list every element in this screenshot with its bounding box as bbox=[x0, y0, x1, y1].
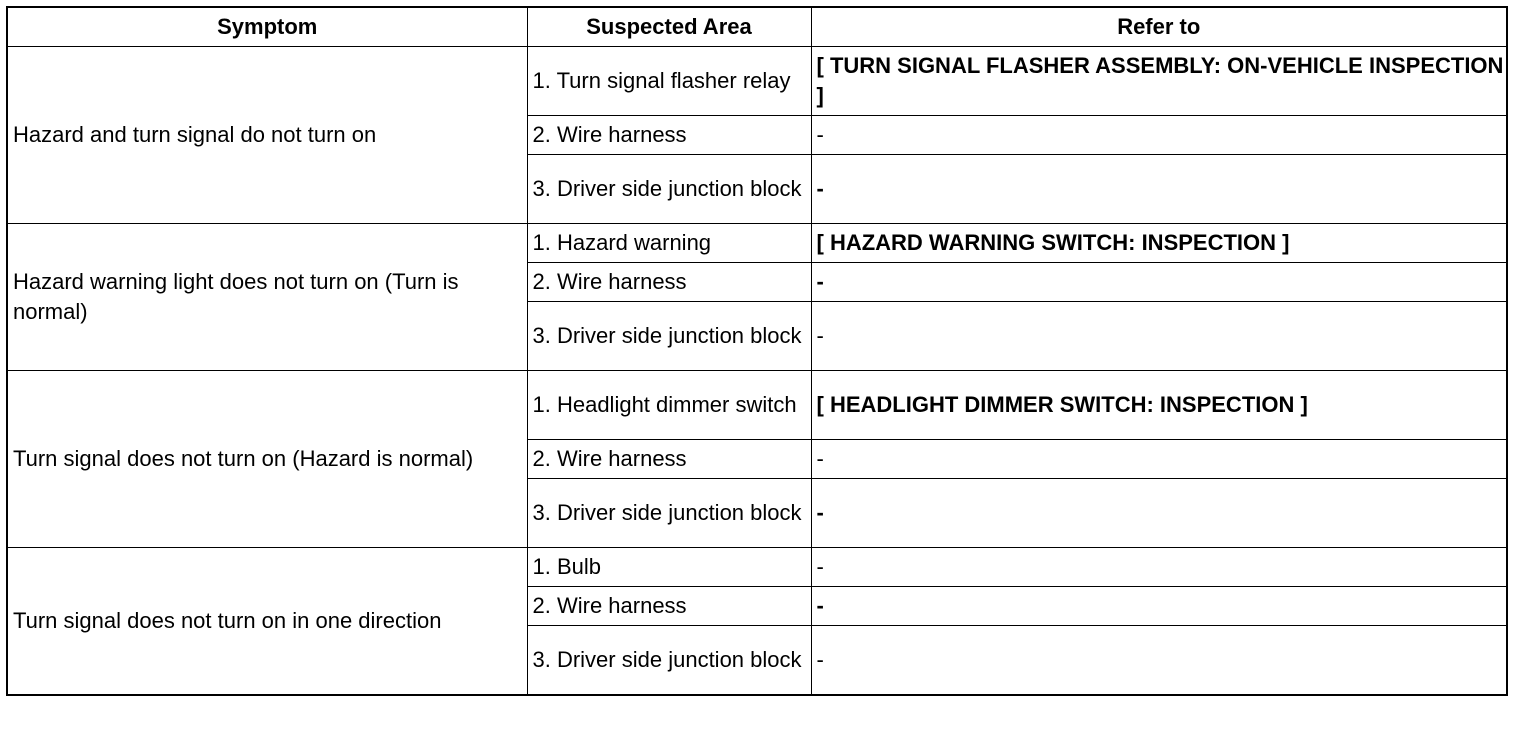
refer-to-link[interactable]: [ TURN SIGNAL FLASHER ASSEMBLY: ON-VEHICLE INSPECTION ] bbox=[811, 47, 1507, 116]
refer-to-cell: - bbox=[811, 548, 1507, 587]
suspected-area-cell: 1. Headlight dimmer switch bbox=[527, 371, 811, 440]
refer-to-cell: - bbox=[811, 155, 1507, 224]
table-row bbox=[7, 224, 1507, 263]
refer-to-cell: - bbox=[811, 479, 1507, 548]
header-suspected-area: Suspected Area bbox=[527, 7, 811, 47]
symptom-cell: Turn signal does not turn on (Hazard is normal) bbox=[7, 371, 527, 548]
refer-to-cell: - bbox=[811, 626, 1507, 696]
refer-to-link[interactable]: [ HAZARD WARNING SWITCH: INSPECTION ] bbox=[811, 224, 1507, 263]
symptom-cell: Hazard warning light does not turn on (Turn is normal) bbox=[7, 224, 527, 371]
refer-to-cell: - bbox=[811, 587, 1507, 626]
suspected-area-cell: 2. Wire harness bbox=[527, 263, 811, 302]
problem-symptoms-table bbox=[6, 6, 1508, 696]
suspected-area-cell: 3. Driver side junction block bbox=[527, 155, 811, 224]
header-refer-to: Refer to bbox=[811, 7, 1507, 47]
header-row bbox=[7, 7, 1507, 47]
suspected-area-cell: 1. Bulb bbox=[527, 548, 811, 587]
refer-to-cell: - bbox=[811, 302, 1507, 371]
suspected-area-cell: 2. Wire harness bbox=[527, 587, 811, 626]
symptom-cell: Turn signal does not turn on in one direction bbox=[7, 548, 527, 696]
refer-to-cell: - bbox=[811, 440, 1507, 479]
suspected-area-cell: 2. Wire harness bbox=[527, 440, 811, 479]
suspected-area-cell: 3. Driver side junction block bbox=[527, 626, 811, 696]
suspected-area-cell: 2. Wire harness bbox=[527, 116, 811, 155]
table-row bbox=[7, 371, 1507, 440]
suspected-area-cell: 1. Hazard warning bbox=[527, 224, 811, 263]
table-row bbox=[7, 47, 1507, 116]
suspected-area-cell: 3. Driver side junction block bbox=[527, 479, 811, 548]
refer-to-cell: - bbox=[811, 116, 1507, 155]
suspected-area-cell: 1. Turn signal flasher relay bbox=[527, 47, 811, 116]
refer-to-link[interactable]: [ HEADLIGHT DIMMER SWITCH: INSPECTION ] bbox=[811, 371, 1507, 440]
symptom-cell: Hazard and turn signal do not turn on bbox=[7, 47, 527, 224]
suspected-area-cell: 3. Driver side junction block bbox=[527, 302, 811, 371]
refer-to-cell: - bbox=[811, 263, 1507, 302]
header-symptom: Symptom bbox=[7, 7, 527, 47]
table-row bbox=[7, 548, 1507, 587]
